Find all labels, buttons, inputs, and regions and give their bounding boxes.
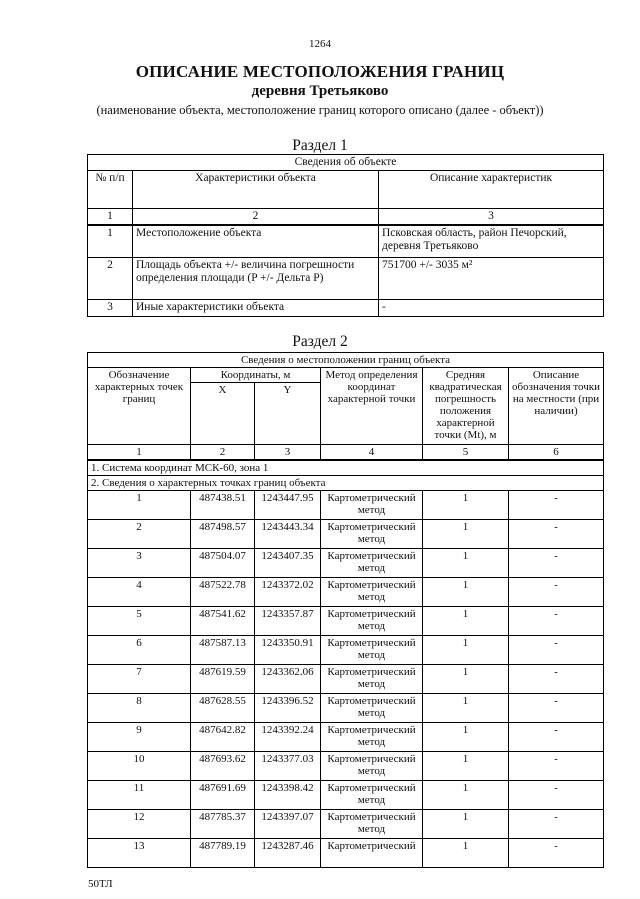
method-cell: Картометрический метод	[321, 752, 423, 781]
marking-cell: -	[509, 607, 604, 636]
document-title: ОПИСАНИЕ МЕСТОПОЛОЖЕНИЯ ГРАНИЦ	[135, 62, 505, 81]
table-row	[88, 520, 604, 549]
header-characteristics: Характеристики объекта	[133, 171, 379, 209]
table-row	[88, 694, 604, 723]
table-row	[88, 781, 604, 810]
index-cell: 4	[321, 445, 423, 461]
points-caption: 2. Сведения о характерных точках границ объекта	[88, 476, 604, 491]
point-label: 13	[88, 839, 191, 868]
error-cell: 1	[423, 752, 509, 781]
coord-x: 487628.55	[191, 694, 255, 723]
section1-heading: Раздел 1	[292, 137, 348, 154]
table-row	[88, 810, 604, 839]
method-cell: Картометрический метод	[321, 549, 423, 578]
row-characteristic: Площадь объекта +/- величина погрешности определения площади (P +/- Дельта P)	[133, 257, 379, 299]
header-marking: Описание обозначения точки на местности (при наличии)	[509, 368, 604, 445]
object-info-table	[87, 154, 604, 317]
coordinate-system: 1. Система координат МСК-60, зона 1	[88, 460, 604, 476]
coord-y: 1243357.87	[255, 607, 321, 636]
marking-cell: -	[509, 665, 604, 694]
table-row	[88, 752, 604, 781]
header-coords: Координаты, м	[191, 368, 321, 383]
marking-cell: -	[509, 839, 604, 868]
header-y: Y	[255, 383, 321, 445]
error-cell: 1	[423, 636, 509, 665]
marking-cell: -	[509, 549, 604, 578]
table-row	[88, 607, 604, 636]
coord-x: 487504.07	[191, 549, 255, 578]
coord-x: 487587.13	[191, 636, 255, 665]
error-cell: 1	[423, 520, 509, 549]
table-row	[88, 839, 604, 868]
point-label: 1	[88, 491, 191, 520]
method-cell: Картометрический метод	[321, 781, 423, 810]
error-cell: 1	[423, 723, 509, 752]
marking-cell: -	[509, 723, 604, 752]
table-row	[88, 578, 604, 607]
coord-y: 1243350.91	[255, 636, 321, 665]
boundary-points-table	[87, 352, 604, 868]
coord-y: 1243397.07	[255, 810, 321, 839]
error-cell: 1	[423, 578, 509, 607]
row-description: 751700 +/- 3035 м²	[379, 257, 604, 299]
point-label: 7	[88, 665, 191, 694]
boundary-table-title: Сведения о местоположении границ объекта	[88, 353, 604, 368]
coord-x: 487693.62	[191, 752, 255, 781]
error-cell: 1	[423, 665, 509, 694]
point-label: 6	[88, 636, 191, 665]
coord-x: 487541.62	[191, 607, 255, 636]
method-cell: Картометрический метод	[321, 520, 423, 549]
table-row	[88, 665, 604, 694]
index-cell: 5	[423, 445, 509, 461]
coord-y: 1243287.46	[255, 839, 321, 868]
point-label: 11	[88, 781, 191, 810]
header-x: X	[191, 383, 255, 445]
index-cell: 1	[88, 445, 191, 461]
document-subtitle: деревня Третьяково	[251, 83, 389, 99]
row-description: Псковская область, район Печорский, деревня Третьяково	[379, 225, 604, 257]
index-cell: 2	[191, 445, 255, 461]
coord-x: 487438.51	[191, 491, 255, 520]
marking-cell: -	[509, 694, 604, 723]
method-cell: Картометрический	[321, 839, 423, 868]
index-cell: 6	[509, 445, 604, 461]
row-num: 3	[88, 299, 133, 316]
coord-x: 487785.37	[191, 810, 255, 839]
section2-heading: Раздел 2	[292, 333, 348, 350]
point-label: 5	[88, 607, 191, 636]
method-cell: Картометрический метод	[321, 694, 423, 723]
coord-x: 487642.82	[191, 723, 255, 752]
row-num: 2	[88, 257, 133, 299]
method-cell: Картометрический метод	[321, 723, 423, 752]
row-num: 1	[88, 225, 133, 257]
marking-cell: -	[509, 520, 604, 549]
error-cell: 1	[423, 810, 509, 839]
header-num: № п/п	[88, 171, 133, 209]
marking-cell: -	[509, 810, 604, 839]
point-label: 12	[88, 810, 191, 839]
point-label: 8	[88, 694, 191, 723]
index-cell: 1	[88, 209, 133, 226]
index-cell: 3	[255, 445, 321, 461]
coord-y: 1243447.95	[255, 491, 321, 520]
table-row	[88, 491, 604, 520]
marking-cell: -	[509, 781, 604, 810]
error-cell: 1	[423, 839, 509, 868]
point-label: 4	[88, 578, 191, 607]
coord-y: 1243362.06	[255, 665, 321, 694]
index-cell: 2	[133, 209, 379, 226]
marking-cell: -	[509, 491, 604, 520]
marking-cell: -	[509, 636, 604, 665]
object-info-table-title: Сведения об объекте	[88, 155, 604, 171]
method-cell: Картометрический метод	[321, 578, 423, 607]
coord-y: 1243392.24	[255, 723, 321, 752]
error-cell: 1	[423, 694, 509, 723]
point-rows	[88, 491, 604, 868]
method-cell: Картометрический метод	[321, 491, 423, 520]
method-cell: Картометрический метод	[321, 665, 423, 694]
page-number: 1264	[309, 38, 331, 50]
method-cell: Картометрический метод	[321, 607, 423, 636]
method-cell: Картометрический метод	[321, 810, 423, 839]
header-description: Описание характеристик	[379, 171, 604, 209]
row-characteristic: Иные характеристики объекта	[133, 299, 379, 316]
marking-cell: -	[509, 752, 604, 781]
coord-y: 1243377.03	[255, 752, 321, 781]
coord-y: 1243443.34	[255, 520, 321, 549]
footer-mark: 50ТЛ	[88, 878, 113, 890]
method-cell: Картометрический метод	[321, 636, 423, 665]
coord-x: 487691.69	[191, 781, 255, 810]
header-method: Метод определения координат характерной точки	[321, 368, 423, 445]
coord-x: 487789.19	[191, 839, 255, 868]
coord-y: 1243372.02	[255, 578, 321, 607]
table-row	[88, 549, 604, 578]
point-label: 9	[88, 723, 191, 752]
header-point: Обозначение характерных точек границ	[88, 368, 191, 445]
point-label: 2	[88, 520, 191, 549]
marking-cell: -	[509, 578, 604, 607]
header-error: Средняя квадратическая погрешность положения характерной точки (Mt), м	[423, 368, 509, 445]
error-cell: 1	[423, 607, 509, 636]
row-characteristic: Местоположение объекта	[133, 225, 379, 257]
coord-y: 1243398.42	[255, 781, 321, 810]
error-cell: 1	[423, 491, 509, 520]
coord-y: 1243396.52	[255, 694, 321, 723]
row-description: -	[379, 299, 604, 316]
document-note: (наименование объекта, местоположение границ которого описано (далее - объект))	[96, 103, 544, 117]
error-cell: 1	[423, 781, 509, 810]
index-cell: 3	[379, 209, 604, 226]
error-cell: 1	[423, 549, 509, 578]
table-row	[88, 723, 604, 752]
coord-x: 487619.59	[191, 665, 255, 694]
point-label: 10	[88, 752, 191, 781]
coord-y: 1243407.35	[255, 549, 321, 578]
point-label: 3	[88, 549, 191, 578]
coord-x: 487522.78	[191, 578, 255, 607]
table-row	[88, 636, 604, 665]
coord-x: 487498.57	[191, 520, 255, 549]
